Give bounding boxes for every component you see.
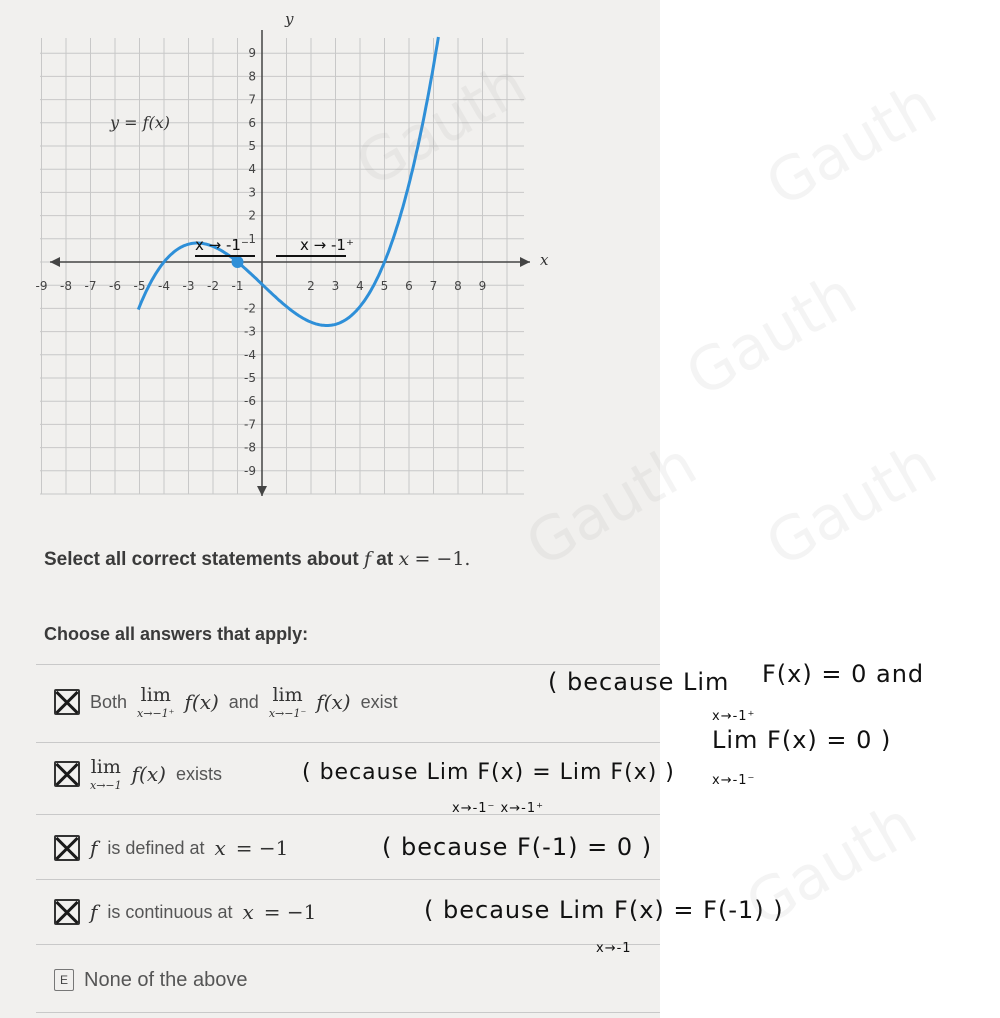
lim-subscript: x→−1⁻ <box>268 706 307 720</box>
handwritten-subscript: x→-1⁻ x→-1⁺ <box>452 801 544 816</box>
function-label: y = f(x) <box>110 113 171 132</box>
handwritten-subscript: x→-1 <box>596 941 632 956</box>
x-tick-label: -2 <box>207 279 219 293</box>
x-tick-label: -8 <box>60 279 72 293</box>
y-tick-label: 4 <box>248 162 256 177</box>
lim-subscript: x→−1⁺ <box>137 706 175 720</box>
y-tick-label: 3 <box>248 185 256 200</box>
x-tick-label: -3 <box>182 279 195 293</box>
handwritten-note-1b: Lim F(x) = 0 ) <box>712 726 892 754</box>
point-at-x-minus-1 <box>232 256 244 268</box>
y-tick-label: 1 <box>248 231 256 246</box>
divider <box>36 879 660 880</box>
watermark: Gauth <box>674 258 869 412</box>
question-prompt <box>44 548 470 571</box>
handwritten-note-4: ( because Lim F(x) = F(-1) ) <box>424 896 784 924</box>
option-c-x: x <box>214 836 226 860</box>
x-tick-label: 7 <box>429 279 438 293</box>
x-tick-label: 8 <box>454 279 462 293</box>
option-b-checkbox[interactable] <box>54 761 80 787</box>
y-tick-label: 2 <box>248 208 256 223</box>
handwritten-subscript: x→-1⁺ <box>712 709 756 724</box>
annotation-right-limit: x → -1⁺ <box>300 236 354 254</box>
option-a-fx2: f(x) <box>316 690 351 714</box>
prompt-x: x <box>398 548 410 570</box>
x-tick-label: -5 <box>133 279 146 293</box>
option-c-checkbox[interactable] <box>54 835 80 861</box>
option-c-f: f <box>90 836 98 860</box>
watermark: Gauth <box>734 788 929 942</box>
choose-label: Choose all answers that apply: <box>44 624 309 644</box>
option-a-both: Both <box>90 691 128 712</box>
y-tick-label: -4 <box>244 347 256 362</box>
handwritten-note-1a: ( because Lim <box>548 668 730 696</box>
option-d-eq: = −1 <box>263 900 317 924</box>
prompt-eq: = −1. <box>414 548 471 570</box>
divider <box>36 664 660 665</box>
y-tick-label: 6 <box>248 115 256 130</box>
lim-word: lim <box>272 683 303 706</box>
option-c-eq: = −1 <box>235 836 289 860</box>
handwritten-note-1-fx: F(x) = 0 and <box>762 660 925 688</box>
lim-word: lim <box>90 755 121 778</box>
y-tick-label: -5 <box>244 371 256 385</box>
y-tick-label: -7 <box>244 417 256 432</box>
divider <box>36 944 660 945</box>
option-e-letter-box[interactable]: E <box>54 969 74 991</box>
handwritten-subscript: x→-1⁻ <box>712 773 756 788</box>
option-b-lim <box>90 755 122 792</box>
option-a-lim-right <box>137 683 175 720</box>
prompt-at: at <box>376 549 394 570</box>
x-tick-label: -1 <box>231 279 244 293</box>
handwritten-note-1-sub <box>712 698 755 726</box>
y-axis-label: y <box>285 10 294 28</box>
y-tick-label: 7 <box>248 92 256 107</box>
x-tick-label: -4 <box>158 279 170 293</box>
x-tick-label: -6 <box>109 279 121 293</box>
x-tick-label: 6 <box>405 279 413 293</box>
option-e-text: None of the above <box>84 968 248 991</box>
option-d-text: is continuous at <box>107 901 233 922</box>
y-tick-label: -8 <box>244 440 256 455</box>
divider <box>36 814 660 815</box>
watermark: Gauth <box>754 68 949 222</box>
x-axis-label: x <box>540 251 549 269</box>
option-d-f: f <box>90 900 98 924</box>
option-c-text: is defined at <box>107 837 205 858</box>
x-tick-label: 9 <box>478 279 487 293</box>
y-tick-label: -9 <box>244 463 256 478</box>
x-tick-label: 4 <box>356 279 364 293</box>
option-a-and: and <box>228 691 259 712</box>
handwritten-note-1-sub2 <box>712 762 755 790</box>
option-a-lim-left <box>268 683 307 720</box>
y-tick-label: 9 <box>248 46 256 61</box>
y-tick-label: -6 <box>244 394 256 409</box>
x-tick-label: -7 <box>84 279 97 293</box>
y-tick-label: 5 <box>248 139 256 153</box>
prompt-var: f <box>363 548 371 570</box>
y-tick-label: -3 <box>244 324 256 339</box>
y-tick-label: 8 <box>248 69 256 84</box>
option-e[interactable] <box>40 950 660 1010</box>
x-tick-label: 5 <box>380 279 389 293</box>
x-tick-label: -9 <box>35 279 48 293</box>
option-d-checkbox[interactable] <box>54 899 80 925</box>
graph-grid <box>40 38 524 494</box>
prompt-lead: Select all correct statements about <box>44 549 359 570</box>
option-a-checkbox[interactable] <box>54 689 80 715</box>
function-graph <box>0 0 660 520</box>
divider <box>36 742 660 743</box>
y-tick-label: -2 <box>244 301 256 316</box>
option-a-exist: exist <box>360 691 398 712</box>
option-b-fx: f(x) <box>131 762 166 786</box>
lim-subscript: x→−1 <box>90 778 122 792</box>
divider <box>36 1012 660 1013</box>
handwritten-note-2: ( because Lim F(x) = Lim F(x) ) <box>302 760 675 785</box>
watermark: Gauth <box>754 428 949 582</box>
option-b-exists: exists <box>175 763 222 784</box>
lim-word: lim <box>140 683 171 706</box>
option-d-x: x <box>242 900 254 924</box>
x-tick-label: 3 <box>331 279 340 293</box>
x-tick-label: 2 <box>307 279 315 293</box>
annotation-left-limit: x → -1⁻ <box>195 236 249 254</box>
option-a-fx1: f(x) <box>184 690 219 714</box>
x-axis-arrow-right <box>520 257 530 267</box>
handwritten-note-3: ( because F(-1) = 0 ) <box>382 833 653 861</box>
handwritten-note-2-sub <box>452 790 544 818</box>
handwritten-note-4-sub <box>596 930 632 958</box>
x-axis-arrow-left <box>50 257 60 267</box>
